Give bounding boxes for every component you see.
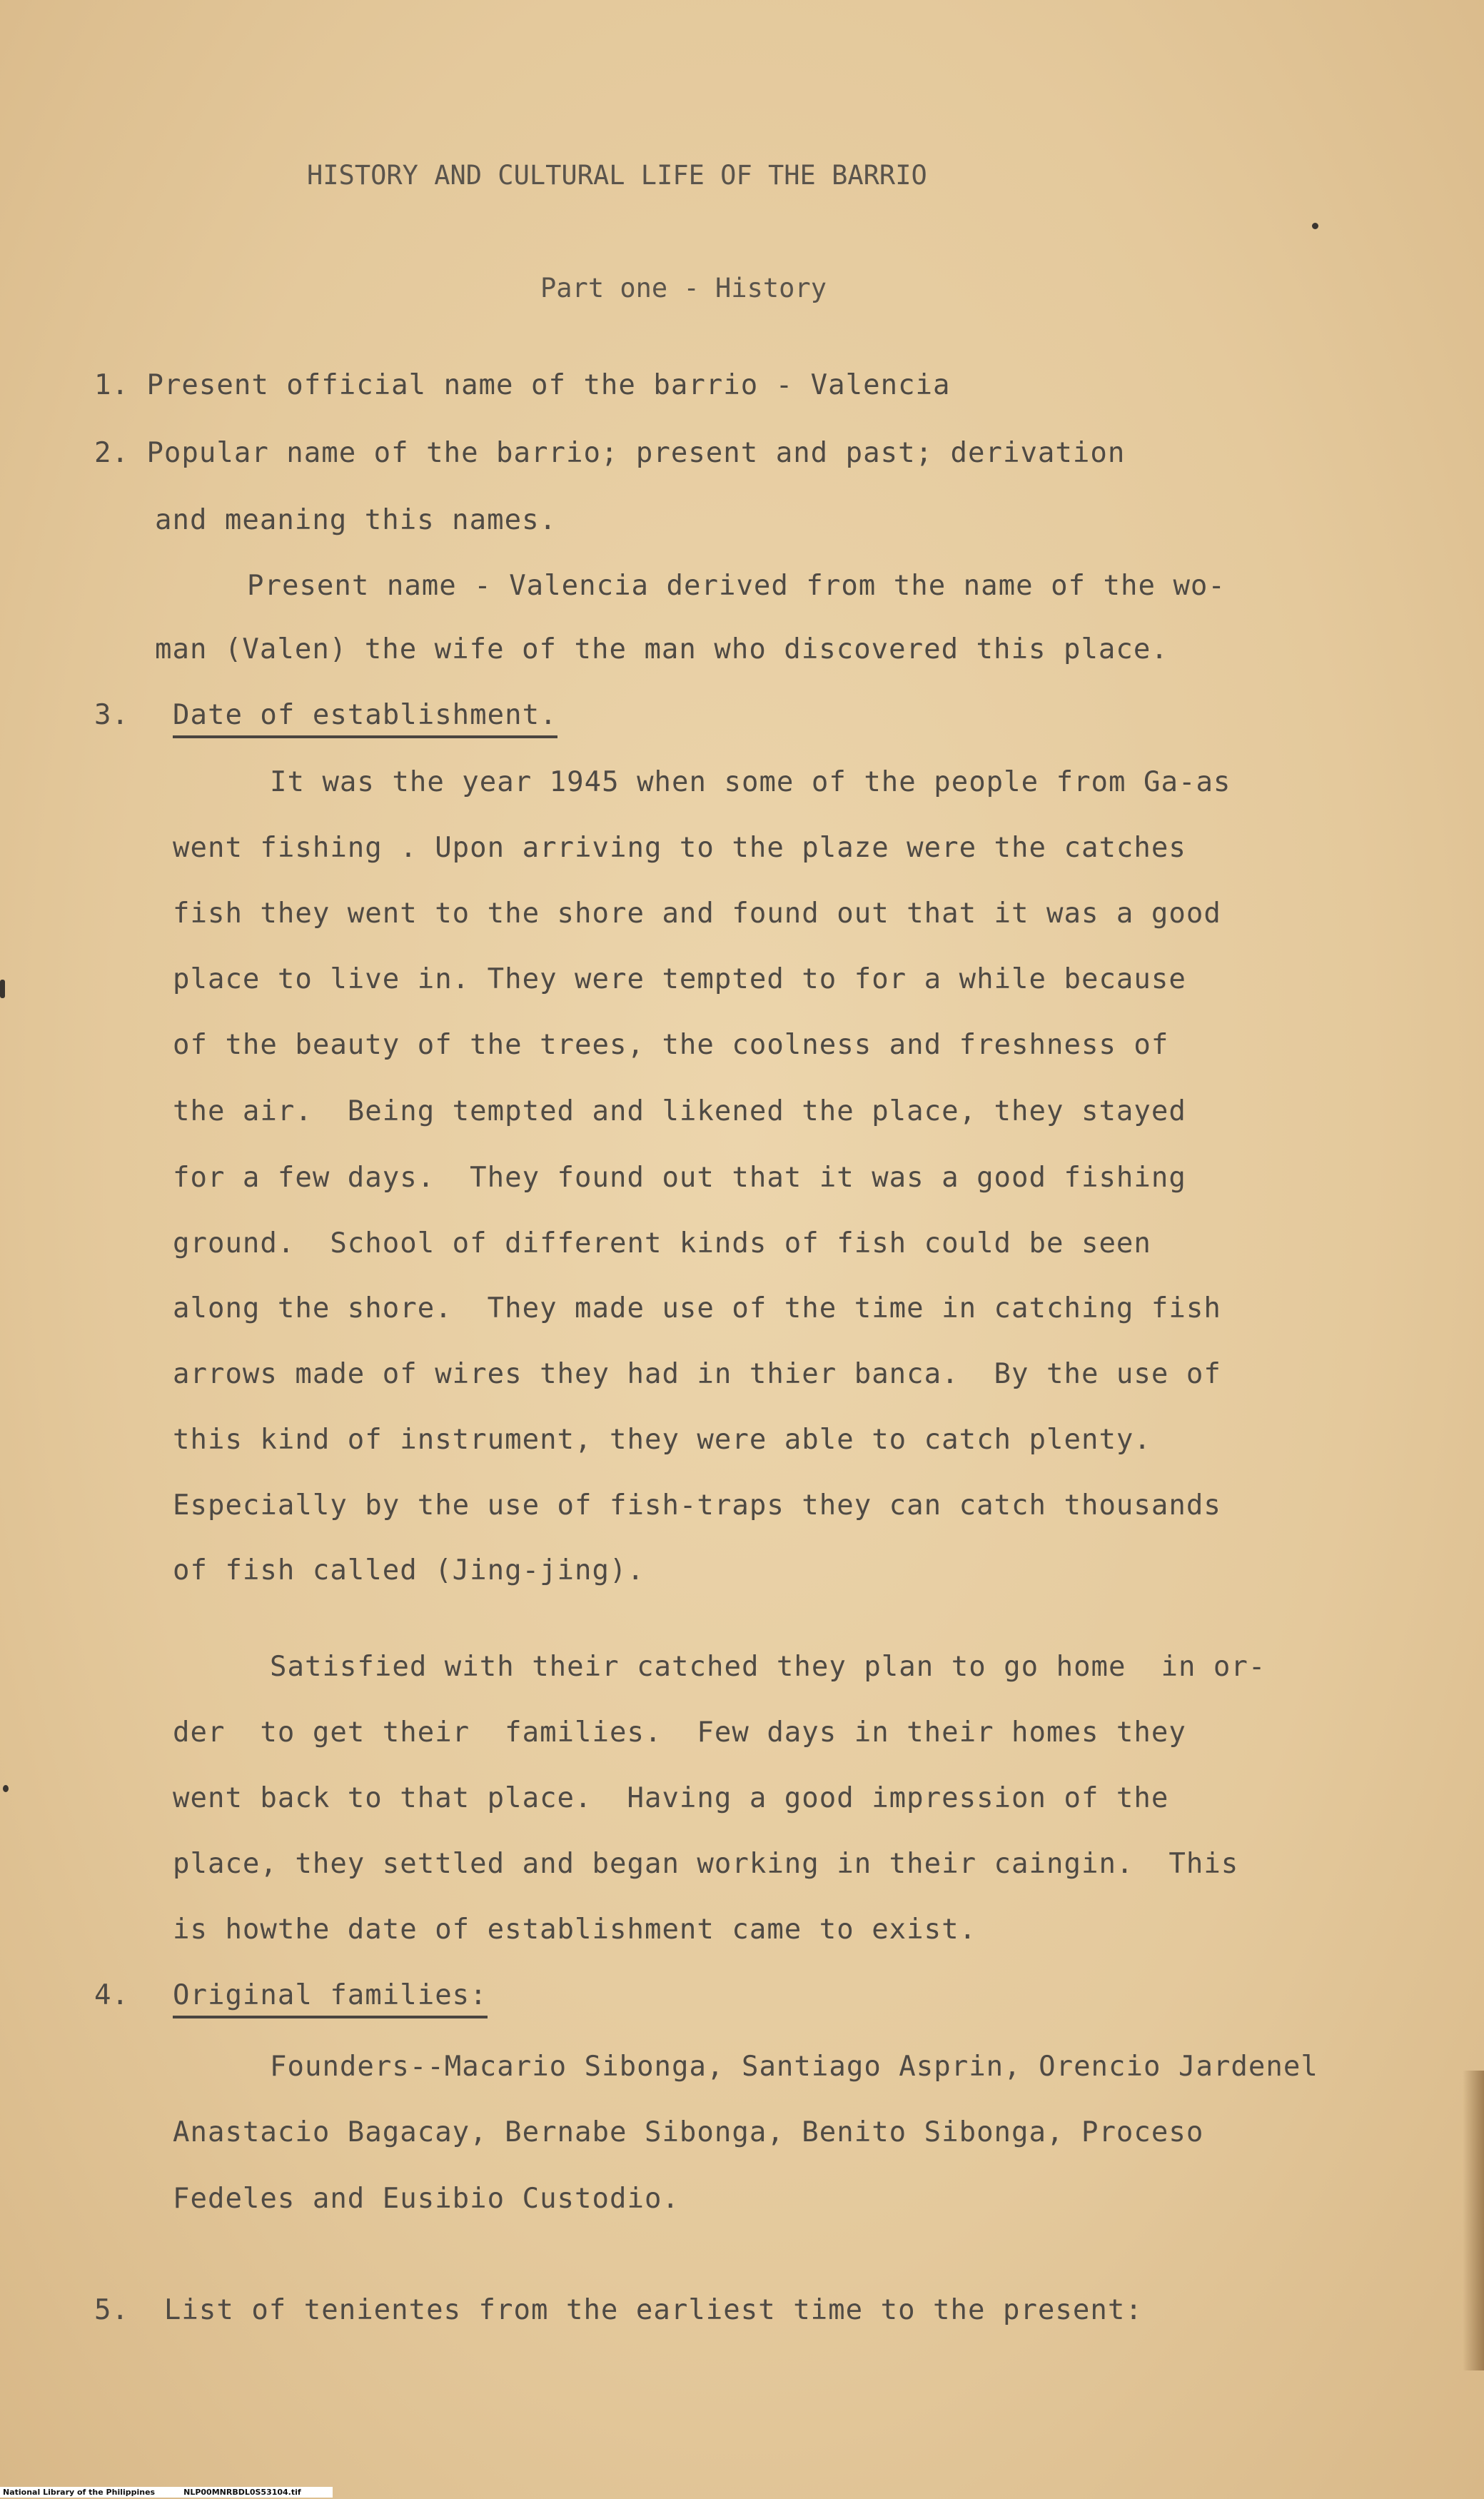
item-3-number: 3.	[94, 699, 129, 731]
paragraph-line: Fedeles and Eusibio Custodio.	[173, 2183, 680, 2215]
footer-file: NLP00MNRBDL0S53104.tif	[183, 2488, 301, 2497]
paragraph-line: Present name - Valencia derived from the name of the wo-	[247, 570, 1226, 602]
paragraph-line: of the beauty of the trees, the coolness and freshness of	[173, 1029, 1169, 1061]
paragraph-line: arrows made of wires they had in thier banca. By the use of	[173, 1358, 1221, 1390]
item-5-text: 5. List of tenientes from the earliest time to the present:	[94, 2294, 1143, 2326]
item-4-number: 4.	[94, 1979, 129, 2011]
paragraph-line: der to get their families. Few days in their homes they	[173, 1716, 1186, 1749]
document-title: HISTORY AND CULTURAL LIFE OF THE BARRIO	[307, 160, 927, 191]
paragraph-line: went fishing . Upon arriving to the plaze were the catches	[173, 832, 1186, 864]
part-heading: Part one - History	[540, 273, 827, 303]
paragraph-line: Anastacio Bagacay, Bernabe Sibonga, Benito Sibonga, Proceso	[173, 2116, 1204, 2148]
section-heading-establishment: Date of establishment.	[173, 698, 557, 738]
paragraph-line: the air. Being tempted and likened the place, they stayed	[173, 1095, 1186, 1127]
footer-library: National Library of the Philippines	[3, 2488, 156, 2497]
paragraph-line: Especially by the use of fish-traps they can catch thousands	[173, 1489, 1221, 1522]
ink-speck	[0, 980, 5, 998]
paragraph-line: It was the year 1945 when some of the people from Ga-as	[270, 766, 1231, 798]
paragraph-line: for a few days. They found out that it was a good fishing	[173, 1162, 1186, 1194]
paragraph-line: place, they settled and began working in their caingin. This	[173, 1848, 1239, 1880]
paragraph-line: ground. School of different kinds of fish could be seen	[173, 1227, 1151, 1259]
paragraph-line: Satisfied with their catched they plan to go home in or-	[270, 1651, 1266, 1683]
paragraph-line: fish they went to the shore and found out that it was a good	[173, 897, 1221, 930]
paragraph-line: along the shore. They made use of the time in catching fish	[173, 1292, 1221, 1324]
paragraph-line: is howthe date of establishment came to exist.	[173, 1914, 977, 1946]
paragraph-line: this kind of instrument, they were able to catch plenty.	[173, 1424, 1151, 1456]
section-heading-original-families: Original families:	[173, 1978, 488, 2018]
item-2-text: 2. Popular name of the barrio; present and past; derivation	[94, 437, 1126, 469]
paragraph-line: place to live in. They were tempted to for a while because	[173, 963, 1186, 995]
paragraph-line: man (Valen) the wife of the man who discovered this place.	[155, 633, 1168, 665]
paragraph-line: of fish called (Jing-jing).	[173, 1554, 645, 1587]
scan-footer	[0, 2487, 333, 2498]
paper-edge-stain	[1463, 2071, 1484, 2370]
ink-speck	[1312, 223, 1318, 229]
paragraph-line: went back to that place. Having a good impression of the	[173, 1782, 1169, 1814]
ink-speck	[3, 1785, 9, 1792]
item-2-continued: and meaning this names.	[155, 504, 557, 536]
paragraph-line: Founders--Macario Sibonga, Santiago Asprin, Orencio Jardenel	[270, 2051, 1318, 2083]
item-1-text: 1. Present official name of the barrio - Valencia	[94, 369, 951, 401]
